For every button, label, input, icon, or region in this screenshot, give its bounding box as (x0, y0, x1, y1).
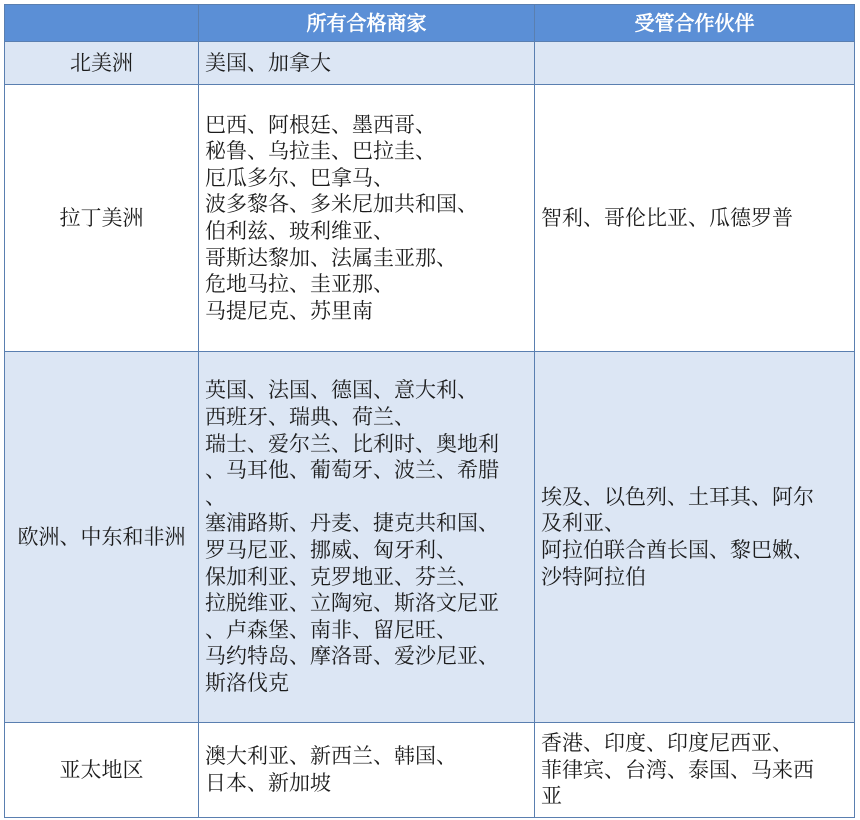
region-cell: 欧洲、中东和非洲 (5, 352, 199, 723)
managed-partners-cell: 香港、印度、印度尼西亚、 菲律宾、台湾、泰国、马来西 亚 (535, 723, 855, 818)
all-merchants-cell: 澳大利亚、新西兰、韩国、 日本、新加坡 (199, 723, 535, 818)
header-region (5, 5, 199, 42)
table-row (5, 85, 855, 352)
all-merchants-cell: 巴西、阿根廷、墨西哥、 秘鲁、乌拉圭、巴拉圭、 厄瓜多尔、巴拿马、 波多黎各、多米尼加共和国、 伯利兹、玻利维亚、 哥斯达黎加、法属圭亚那、 危地马拉、圭亚那、 马提尼克、苏里南 (199, 85, 535, 352)
merchant-region-table (4, 4, 855, 818)
region-cell: 拉丁美洲 (5, 85, 199, 352)
header-all-eligible-merchants: 所有合格商家 (199, 5, 535, 42)
table-row (5, 352, 855, 723)
table-header-row (5, 5, 855, 42)
all-merchants-cell: 英国、法国、德国、意大利、 西班牙、瑞典、荷兰、 瑞士、爱尔兰、比利时、奥地利 、马耳他、葡萄牙、波兰、希腊 、 塞浦路斯、丹麦、捷克共和国、 罗马尼亚、挪威、匈牙利、 保加利亚、克罗地亚、芬兰、 拉脱维亚、立陶宛、斯洛文尼亚 、卢森堡、南非、留尼旺、 马约特岛、摩洛哥、爱沙尼亚、 斯洛伐克 (199, 352, 535, 723)
all-merchants-cell: 美国、加拿大 (199, 42, 535, 85)
managed-partners-cell: 智利、哥伦比亚、瓜德罗普 (535, 85, 855, 352)
region-cell: 北美洲 (5, 42, 199, 85)
header-managed-partners: 受管合作伙伴 (535, 5, 855, 42)
region-cell: 亚太地区 (5, 723, 199, 818)
managed-partners-cell: 埃及、以色列、土耳其、阿尔 及利亚、 阿拉伯联合酋长国、黎巴嫩、 沙特阿拉伯 (535, 352, 855, 723)
managed-partners-cell (535, 42, 855, 85)
table-row (5, 42, 855, 85)
table-row (5, 723, 855, 818)
